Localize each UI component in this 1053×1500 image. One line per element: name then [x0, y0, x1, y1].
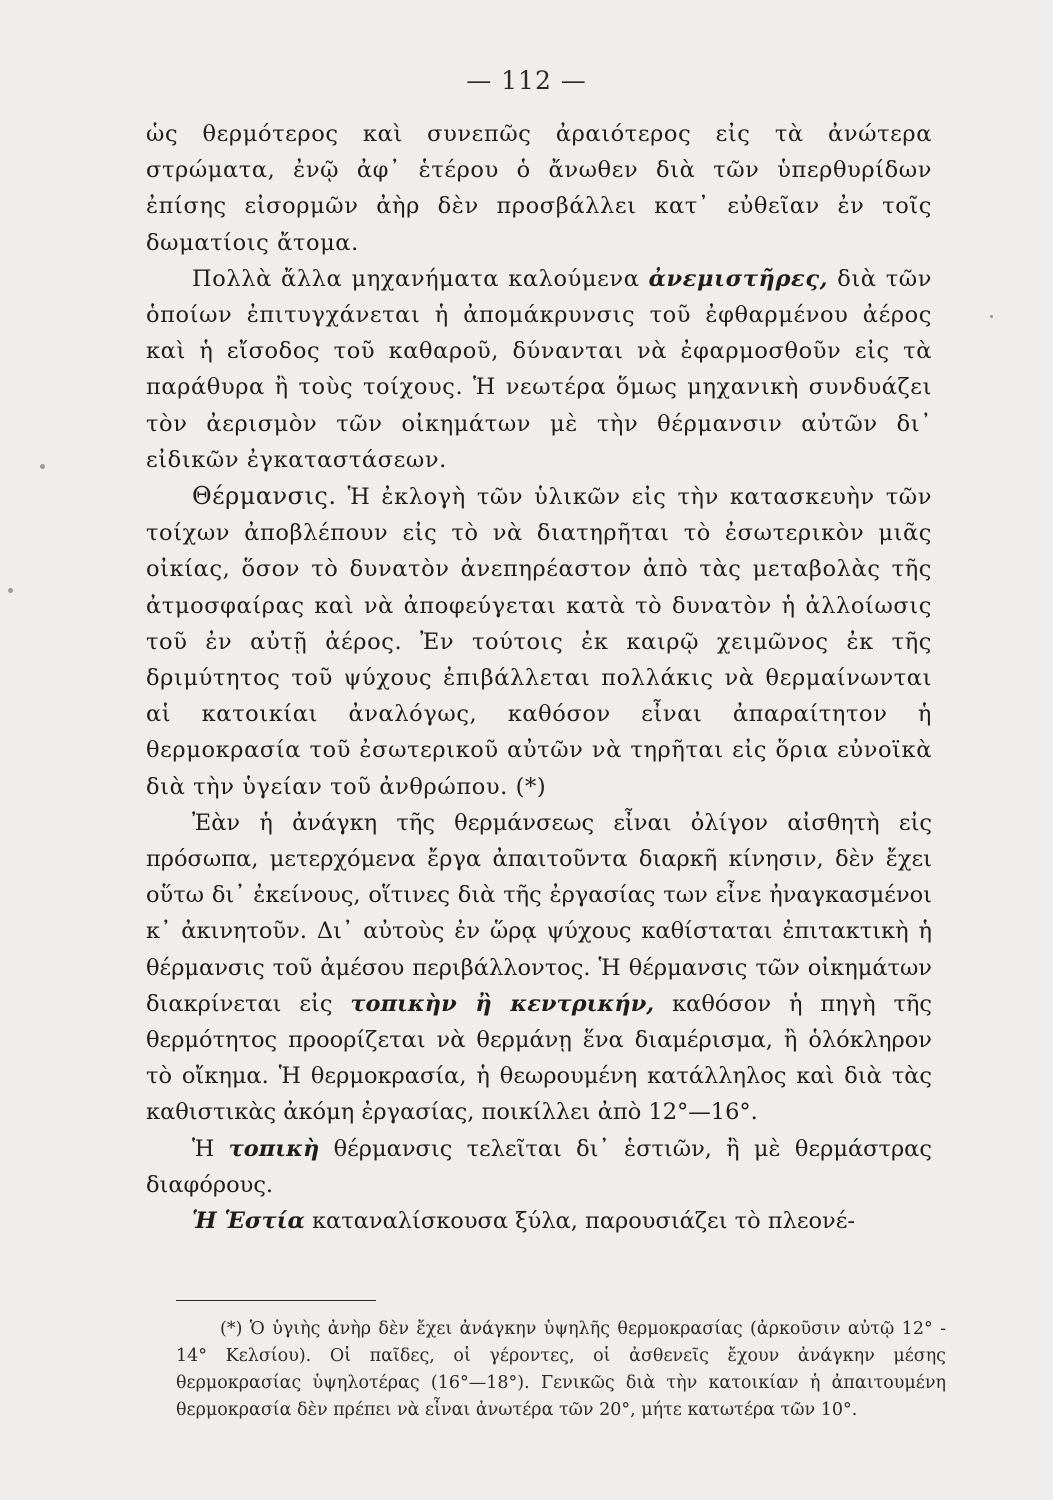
emphasis-term-hearth: Ἡ Ἑστία — [192, 1208, 305, 1235]
paragraph-heating-need — [146, 805, 932, 1131]
paragraph-heating — [146, 478, 932, 805]
paragraph-text: καταναλίσκουσα ξύλα, παρουσιάζει τὸ πλεονέ- — [304, 1208, 855, 1235]
paragraph-text: Πολλὰ ἄλλα μηχανήματα καλούμενα — [192, 265, 649, 292]
paper-speck — [990, 315, 993, 318]
paragraph-text: διὰ τῶν ὁποίων ἐπιτυγχάνεται ἡ ἀπομάκρυνσις τοῦ ἐφθαρμένου ἀέρος καὶ ἡ εἴσοδος τοῦ καθαροῦ, δύνανται νὰ ἐφαρμοσθοῦν εἰς τὰ παράθυρα ἢ τοὺς τοίχους. Ἡ νεωτέρα ὅμως μηχανικὴ συνδυάζει τὸν ἀερισμὸν τῶν οἰκημάτων μὲ τὴν θέρμανσιν αὐτῶν δι᾽ εἰδικῶν ἐγκαταστάσεων. — [146, 265, 932, 473]
paragraph-ventilators — [146, 261, 932, 478]
emphasis-term-ventilators: ἀνεμιστῆρες, — [648, 265, 829, 292]
paragraph-continuation — [146, 116, 932, 261]
paragraph-text: ὡς θερμότερος καὶ συνεπῶς ἀραιότερος εἰς τὰ ἀνώτερα στρώματα, ἐνῷ ἀφ᾽ ἑτέρου ὁ ἄνωθεν διὰ τῶν ὑπερθυρίδων ἐπίσης εἰσορμῶν ἀὴρ δὲν προσβάλλει κατ᾽ εὐθεῖαν ἐν τοῖς δωματίοις ἄτομα. — [146, 121, 932, 256]
paragraph-text: Ἐὰν ἡ ἀνάγκη τῆς θερμάνσεως εἶναι ὀλίγον αἰσθητὴ εἰς πρόσωπα, μετερχόμενα ἔργα ἀπαιτοῦντα διαρκῆ κίνησιν, δὲν ἔχει οὕτω δι᾽ ἐκείνους, οἵτινες διὰ τῆς ἐργασίας των εἶνε ἠναγκασμένοι κ᾽ ἀκινητοῦν. Δι᾽ αὐτοὺς ἐν ὥρᾳ ψύχους καθίσταται ἐπιτακτικὴ ἡ θέρμανσις τοῦ ἀμέσου περιβάλλοντος. Ἡ θέρμανσις τῶν οἰκημάτων διακρίνεται εἰς — [146, 809, 932, 1017]
paragraph-text: Ἡ ἐκλογὴ τῶν ὑλικῶν εἰς τὴν κατασκευὴν τῶν τοίχων ἀποβλέπουν εἰς τὸ νὰ διατηρῆται τὸ ἐσωτερικὸν μιᾶς οἰκίας, ὅσον τὸ δυνατὸν ἀνεπηρέαστον ἀπὸ τὰς μεταβολὰς τῆς ἀτμοσφαίρας καὶ νὰ ἀποφεύγεται κατὰ τὸ δυνατὸν ἡ ἀλλοίωσις τοῦ ἐν αὐτῇ ἀέρος. Ἐν τούτοις ἐκ καιρῷ χειμῶνος ἐκ τῆς δριμύτητος τοῦ ψύχους ἐπιβάλλεται πολλάκις νὰ θερμαίνωνται αἱ κατοικίαι ἀναλόγως, καθόσον εἶναι ἀπαραίτητον ἡ θερμοκρασία τοῦ ἐσωτερικοῦ αὐτῶν νὰ τηρῆται εἰς ὅρια εὐνοϊκὰ διὰ τὴν ὑγείαν τοῦ ἀνθρώπου. (*) — [146, 484, 932, 800]
emphasis-term-local: τοπικὴ — [228, 1135, 320, 1162]
page-number: — 112 — — [466, 66, 587, 95]
section-heading-heating: Θέρμανσις. — [192, 482, 337, 511]
paper-speck — [8, 588, 13, 593]
footnote: (*) Ὁ ὑγιὴς ἀνὴρ δὲν ἔχει ἀνάγκην ὑψηλῆς θερμοκρασίας (ἀρκοῦσιν αὐτῷ 12° - 14° Κελσίου). Οἱ παῖδες, οἱ γέροντες, οἱ ἀσθενεῖς ἔχουν ἀνάγκην μέσης θερμοκρασίας ὑψηλοτέρας (16°—18°). Γενικῶς διὰ τὴν κατοικίαν ἡ ἀπαιτουμένη θερμοκρασία δὲν πρέπει νὰ εἶναι ἀνωτέρα τῶν 20°, μήτε κατωτέρα τῶν 10°. — [176, 1319, 946, 1420]
paragraph-text: καθόσον ἡ πηγὴ τῆς θερμότητος προορίζεται νὰ θερμάνῃ ἕνα διαμέρισμα, ἢ ὁλόκληρον τὸ οἴκημα. Ἡ θερμοκρασία, ἡ θεωρουμένη κατάλληλος καὶ διὰ τὰς καθιστικὰς ἀκόμη ἐργασίας, ποικίλλει ἀπὸ 12°—16°. — [146, 990, 933, 1126]
paper-speck — [40, 464, 45, 469]
paragraph-text: θέρμανσις τελεῖται δι᾽ ἑστιῶν, ἢ μὲ θερμάστρας διαφόρους. — [146, 1135, 932, 1198]
paragraph-hearth — [146, 1203, 932, 1239]
paragraph-text: Ἡ — [192, 1135, 229, 1162]
body-text — [146, 116, 932, 1239]
emphasis-term-local-central: τοπικὴν ἢ κεντρικήν, — [350, 990, 655, 1017]
paragraph-local-heating — [146, 1131, 932, 1203]
footnote-divider — [176, 1300, 376, 1301]
